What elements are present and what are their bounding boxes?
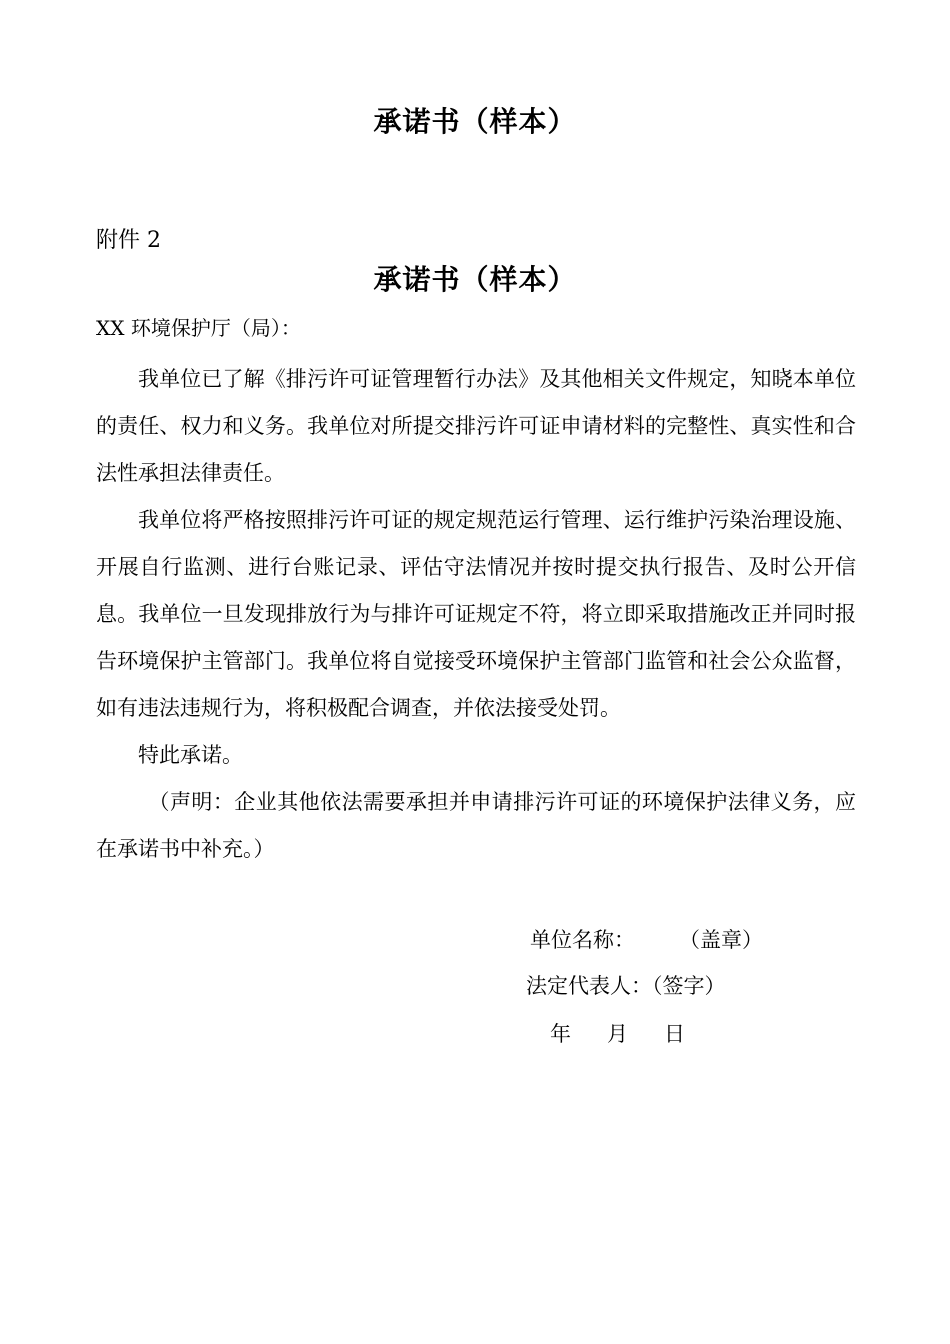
- legal-representative-label: 法定代表人：: [526, 974, 652, 998]
- addressee-line: XX 环境保护厅（局）：: [96, 316, 301, 340]
- commitment-body: [96, 356, 856, 873]
- paragraph-obligations: 我单位将严格按照排污许可证的规定规范运行管理、运行维护污染治理设施、开展自行监测、进行台账记录、评估守法情况并按时提交执行报告、及时公开信息。我单位一旦发现排放行为与排许可证规定不符，将立即采取措施改正并同时报告环境保护主管部门。我单位将自觉接受环境保护主管部门监管和社会公众监督，如有违法违规行为，将积极配合调查，并依法接受处罚。: [96, 508, 856, 720]
- page-header-title: 承诺书（样本）: [373, 105, 577, 138]
- signature-representative-line: [526, 972, 726, 1000]
- date-day: 日: [664, 1022, 685, 1046]
- signature-date-line: [550, 1020, 685, 1048]
- date-month: 月: [607, 1022, 628, 1046]
- signature-note: （签字）: [652, 974, 726, 998]
- unit-name-label: 单位名称：: [530, 928, 635, 952]
- attachment-label: 附件 2: [96, 228, 161, 253]
- document-title: 承诺书（样本）: [373, 263, 577, 296]
- seal-note: （盖章）: [679, 928, 763, 952]
- date-year: 年: [550, 1022, 571, 1046]
- paragraph-closing: 特此承诺。: [138, 743, 243, 767]
- signature-unit-line: [530, 926, 763, 954]
- paragraph-awareness: 我单位已了解《排污许可证管理暂行办法》及其他相关文件规定，知晓本单位的责任、权力和义务。我单位对所提交排污许可证申请材料的完整性、真实性和合法性承担法律责任。: [96, 367, 856, 485]
- paragraph-declaration: （声明：企业其他依法需要承担并申请排污许可证的环境保护法律义务，应在承诺书中补充。）: [96, 790, 856, 861]
